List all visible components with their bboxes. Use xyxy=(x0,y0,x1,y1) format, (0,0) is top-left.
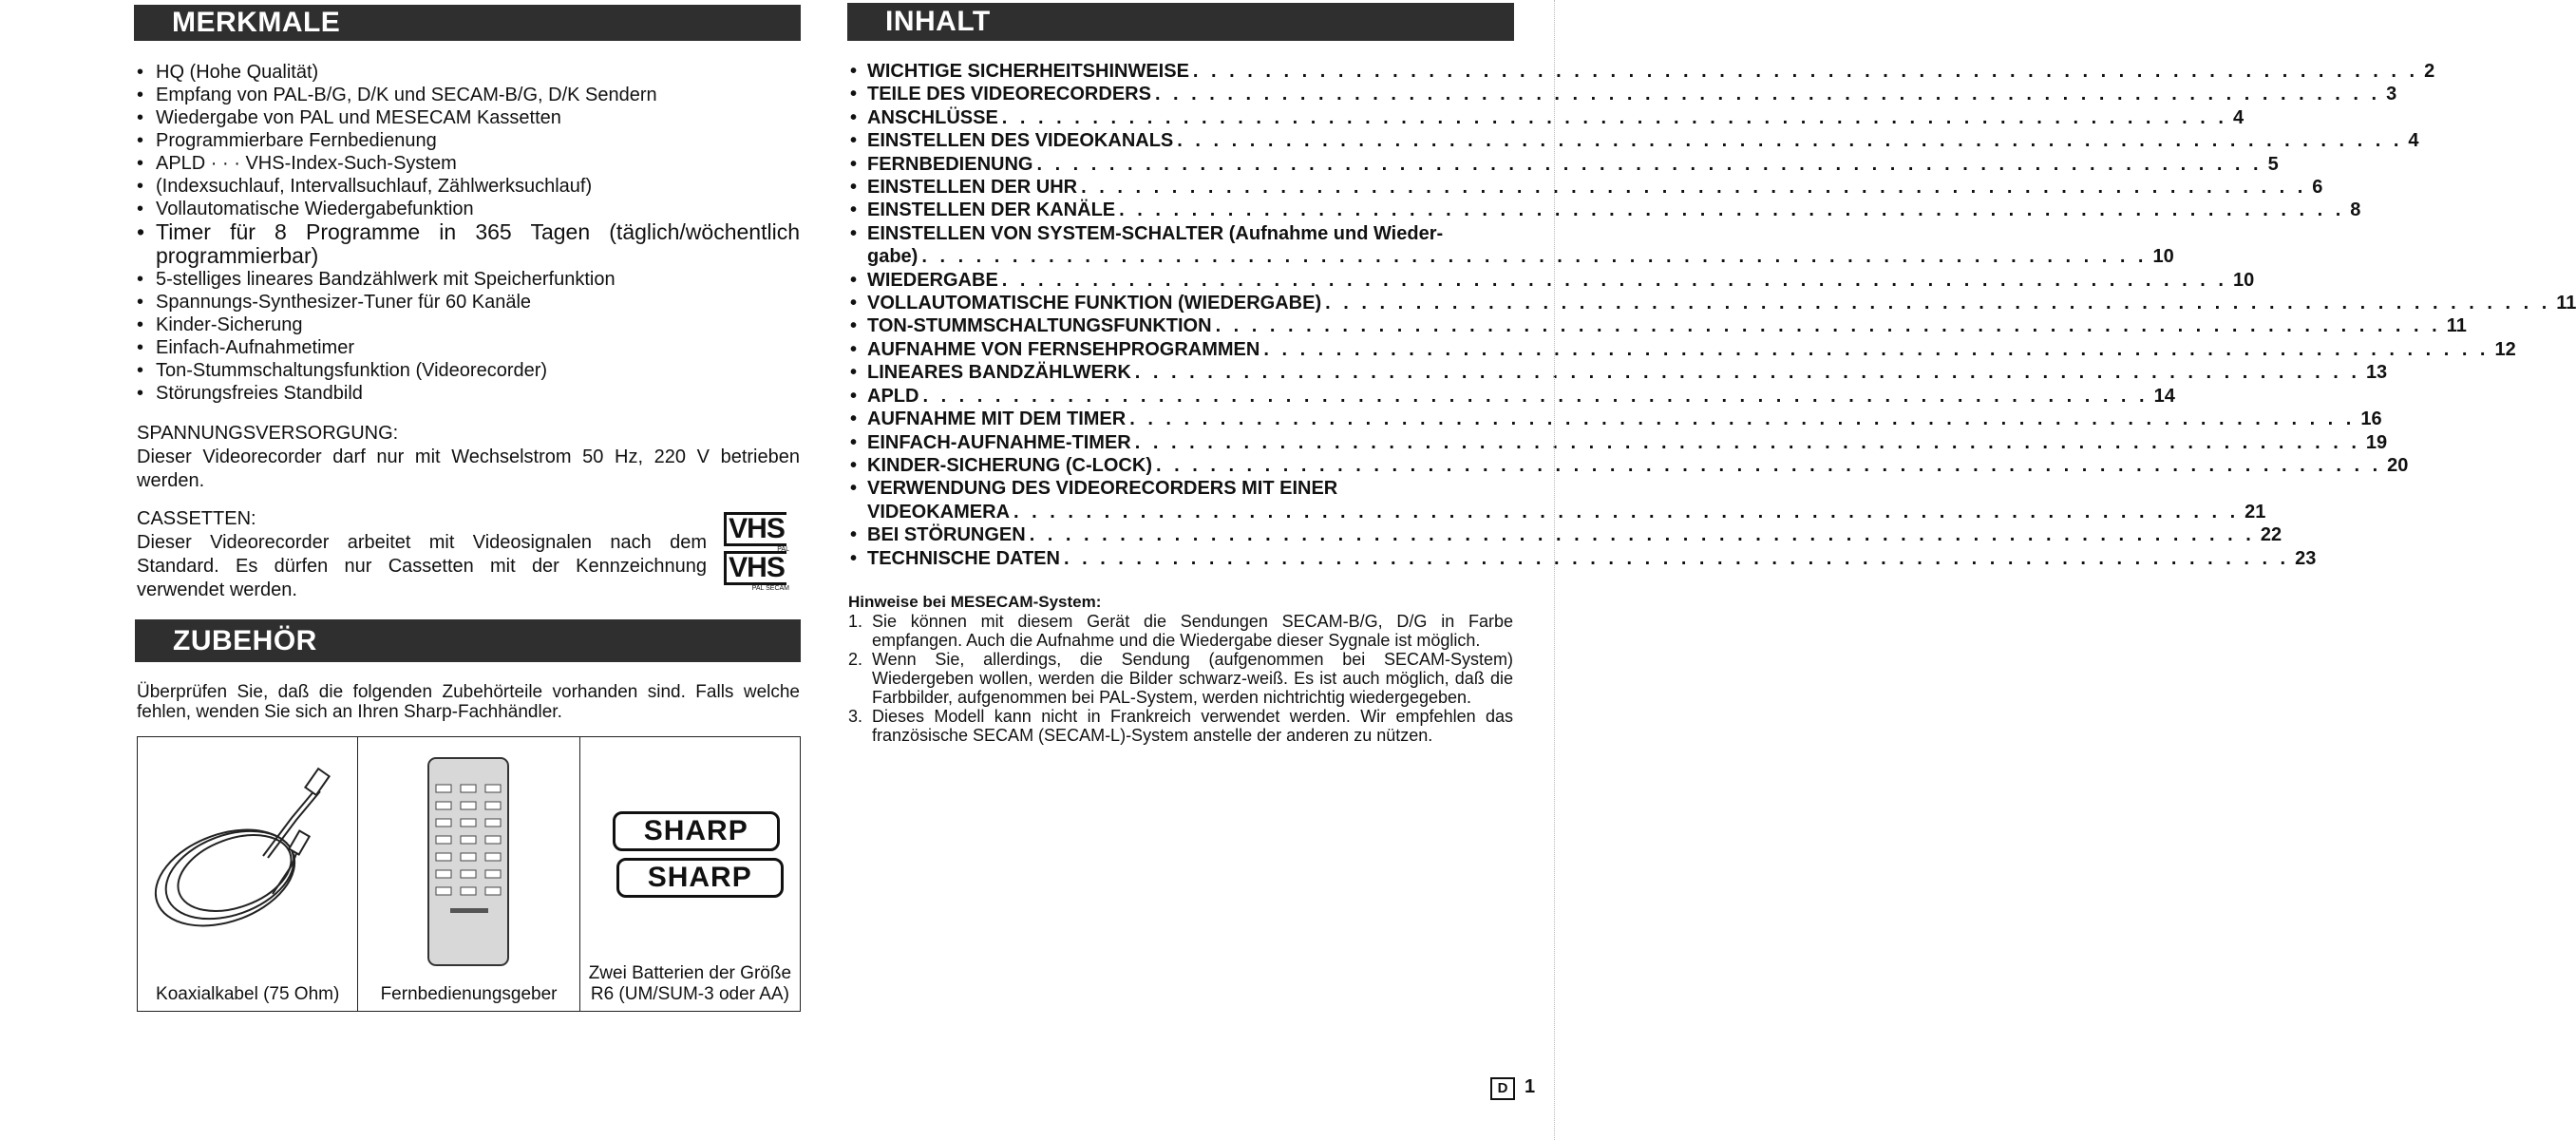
toc-leader: . . . . . . . . . . . . . . . . . . . . . . . . . . . . . . . . . . . . . . . . . . . . . . . . . . . . . . . . . . . . . . . . . . . . xyxy=(1155,454,2382,476)
toc-entry xyxy=(848,431,2388,454)
accessory-caption: Zwei Batterien der Größe R6 (UM/SUM-3 oder AA) xyxy=(588,963,792,1004)
accessory-caption: Fernbedienungsgeber xyxy=(380,984,558,1004)
toc-page: 6 xyxy=(2312,177,2323,199)
toc-entry xyxy=(848,454,2409,477)
cassettes-heading: CASSETTEN: xyxy=(137,508,256,529)
toc-title: • WICHTIGE SICHERHEITSHINWEISE xyxy=(867,61,1189,82)
toc-leader: . . . . . . . . . . . . . . . . . . . . . . . . . . . . . . . . . . . . . . . . . . . . . . . . . . . . . . . . . . . . . . . . . . . . xyxy=(1154,84,2381,105)
notes-list xyxy=(848,612,1513,745)
power-text: Dieser Videorecorder darf nur mit Wechselstrom 50 Hz, 220 V betrieben werden. xyxy=(137,446,800,491)
list-item: • 5-stelliges lineares Bandzählwerk mit Speicherfunktion xyxy=(137,268,800,291)
battery-brand: SHARP xyxy=(643,815,748,846)
toc-title: • TEILE DES VIDEORECORDERS xyxy=(867,84,1151,105)
vhs-logo-text: VHS xyxy=(724,512,786,546)
toc-page: 4 xyxy=(2232,106,2245,128)
toc-entry xyxy=(848,523,2282,546)
page-number-value: 1 xyxy=(1525,1076,1536,1097)
toc-entry xyxy=(848,385,2175,408)
features-list xyxy=(137,61,800,405)
coax-cable-icon xyxy=(149,751,349,941)
list-item: • APLD · · · VHS-Index-Such-System xyxy=(137,152,800,175)
toc-entry xyxy=(848,269,2255,292)
note-number: 1. xyxy=(848,612,863,631)
toc-page: 22 xyxy=(2260,524,2282,546)
toc-page: 10 xyxy=(2232,269,2255,291)
list-item: • Spannungs-Synthesizer-Tuner für 60 Kanäle xyxy=(137,291,800,314)
toc-leader: . . . . . . . . . . . . . . . . . . . . . . . . . . . . . . . . . . . . . . . . . . . . . . . . . . . . . . . . . . . . . . . . . . . . xyxy=(1081,177,2307,199)
merkmale-title: MERKMALE xyxy=(172,7,341,38)
toc-leader: . . . . . . . . . . . . . . . . . . . . . . . . . . . . . . . . . . . . . . . . . . . . . . . . . . . . . . . . . . . . . . . . . . . . xyxy=(1029,524,2255,546)
toc-title: • EINSTELLEN DER KANÄLE xyxy=(867,200,1116,221)
toc-title: • EINFACH-AUFNAHME-TIMER xyxy=(867,431,1131,453)
toc-page: 3 xyxy=(2386,84,2397,105)
toc-title: • WIEDERGABE xyxy=(867,269,998,291)
toc-page: 2 xyxy=(2424,61,2435,82)
toc-page: 10 xyxy=(2152,246,2174,268)
toc-entry xyxy=(848,314,2467,337)
toc-entry xyxy=(848,106,2245,129)
toc-title: • FERNBEDIENUNG xyxy=(867,153,1033,175)
toc-title: gabe) xyxy=(867,246,919,268)
toc-title: • LINEARES BANDZÄHLWERK xyxy=(867,362,1131,384)
toc-title: • EINSTELLEN DER UHR xyxy=(867,177,1078,199)
page-edge-divider xyxy=(1554,0,1555,1140)
toc-page: 11 xyxy=(2446,315,2467,337)
toc-page: 21 xyxy=(2245,501,2266,522)
toc-entry xyxy=(848,83,2397,105)
toc-page: 5 xyxy=(2267,153,2279,175)
toc-entry xyxy=(848,60,2435,83)
toc-leader: . . . . . . . . . . . . . . . . . . . . . . . . . . . . . . . . . . . . . . . . . . . . . . . . . . . . . . . . . . . . . . . . . . . . xyxy=(1215,315,2441,337)
toc-title: • VOLLAUTOMATISCHE FUNKTION (WIEDERGABE) xyxy=(867,293,1322,314)
mesecam-notes xyxy=(848,593,1513,745)
toc-title: • KINDER-SICHERUNG (C-LOCK) xyxy=(867,454,1152,476)
toc-page: 23 xyxy=(2295,547,2317,569)
battery-2 xyxy=(616,858,784,898)
toc-page: 8 xyxy=(2350,200,2361,221)
note-number: 2. xyxy=(848,650,863,669)
toc-title: • AUFNAHME VON FERNSEHPROGRAMMEN xyxy=(867,338,1260,360)
vhs-logo-sub: PAL xyxy=(777,546,789,553)
list-item: • Wiedergabe von PAL und MESECAM Kassetten xyxy=(137,106,800,129)
list-item: • Empfang von PAL-B/G, D/K und SECAM-B/G, D/K Sendern xyxy=(137,84,800,106)
list-item: • Störungsfreies Standbild xyxy=(137,382,800,405)
toc-leader: . . . . . . . . . . . . . . . . . . . . . . . . . . . . . . . . . . . . . . . . . . . . . . . . . . . . . . . . . . . . . . . . . . . . xyxy=(1134,362,2360,384)
toc-entry xyxy=(848,153,2279,176)
vhs-pal-logo xyxy=(721,512,789,553)
cassettes-section xyxy=(137,507,800,602)
list-item: • Ton-Stummschaltungsfunktion (Videorecorder) xyxy=(137,359,800,382)
toc-page: 14 xyxy=(2153,385,2175,407)
vhs-pal-secam-logo xyxy=(721,551,789,592)
toc-title-line1: • VERWENDUNG DES VIDEORECORDERS MIT EINER xyxy=(867,478,1338,500)
toc-title: • TECHNISCHE DATEN xyxy=(867,547,1060,569)
remote-control-icon xyxy=(426,756,512,970)
vhs-logo-sub: PAL SECAM xyxy=(751,585,789,592)
toc-entry xyxy=(848,338,2516,361)
toc-leader: . . . . . . . . . . . . . . . . . . . . . . . . . . . . . . . . . . . . . . . . . . . . . . . . . . . . . . . . . . . . . . . . . . . . xyxy=(1119,200,2345,221)
mesecam-title: Hinweise bei MESECAM-System: xyxy=(848,593,1102,611)
table-of-contents xyxy=(848,60,2576,570)
toc-entry xyxy=(848,547,2317,570)
language-badge: D xyxy=(1490,1077,1515,1100)
zubehoer-banner xyxy=(135,619,801,662)
toc-leader: . . . . . . . . . . . . . . . . . . . . . . . . . . . . . . . . . . . . . . . . . . . . . . . . . . . . . . . . . . . . . . . . . . . . xyxy=(922,385,2149,407)
list-item: • Vollautomatische Wiedergabefunktion xyxy=(137,198,800,220)
toc-entry xyxy=(848,222,2174,269)
toc-title-line1: • EINSTELLEN VON SYSTEM-SCHALTER (Aufnahme und Wieder- xyxy=(867,222,1444,244)
toc-leader: . . . . . . . . . . . . . . . . . . . . . . . . . . . . . . . . . . . . . . . . . . . . . . . . . . . . . . . . . . . . . . . . . . . . xyxy=(1013,501,2240,522)
toc-leader: . . . . . . . . . . . . . . . . . . . . . . . . . . . . . . . . . . . . . . . . . . . . . . . . . . . . . . . . . . . . . . . . . . . . xyxy=(1063,547,2290,569)
toc-entry xyxy=(848,361,2388,384)
note-number: 3. xyxy=(848,707,863,726)
toc-leader: . . . . . . . . . . . . . . . . . . . . . . . . . . . . . . . . . . . . . . . . . . . . . . . . . . . . . . . . . . . . . . . . . . . . xyxy=(1036,153,2263,175)
zubehoer-intro: Überprüfen Sie, daß die folgenden Zubehörteile vorhanden sind. Falls welche fehlen, wenden Sie sich an Ihren Sharp-Fachhändler. xyxy=(137,682,800,722)
toc-leader: . . . . . . . . . . . . . . . . . . . . . . . . . . . . . . . . . . . . . . . . . . . . . . . . . . . . . . . . . . . . . . . . . . . . xyxy=(1192,61,2419,82)
toc-page: 4 xyxy=(2408,130,2419,152)
toc-title: • AUFNAHME MIT DEM TIMER xyxy=(867,408,1127,430)
note-text: Wenn Sie, allerdings, die Sendung (aufgenommen bei SECAM-System) Wiedergeben wollen, werden die Bilder schwarz-weiß. Es ist auch möglich, daß die Farbbilder, aufgenommen bei PAL-System, werden nichtrichtig wiedergegeben. xyxy=(872,650,1513,707)
toc-title: • ANSCHLÜSSE xyxy=(867,106,998,128)
toc-leader: . . . . . . . . . . . . . . . . . . . . . . . . . . . . . . . . . . . . . . . . . . . . . . . . . . . . . . . . . . . . . . . . . . . . xyxy=(1001,106,2227,128)
list-item: • Einfach-Aufnahmetimer xyxy=(137,336,800,359)
vhs-logo-text: VHS xyxy=(724,551,786,585)
inhalt-banner xyxy=(847,3,1514,41)
toc-entry xyxy=(848,292,2576,314)
accessories-table xyxy=(137,736,801,1012)
toc-title: • EINSTELLEN DES VIDEOKANALS xyxy=(867,130,1174,152)
list-item: • Timer für 8 Programme in 365 Tagen (täglich/wöchentlich programmierbar) xyxy=(137,220,800,268)
note-text: Dieses Modell kann nicht in Frankreich verwendet werden. Wir empfehlen das französische SECAM (SECAM-L)-System anstelle der anderen zu nützen. xyxy=(872,707,1513,745)
list-item: • Programmierbare Fernbedienung xyxy=(137,129,800,152)
merkmale-banner xyxy=(134,5,801,41)
accessory-caption: Koaxialkabel (75 Ohm) xyxy=(156,984,340,1004)
toc-page: 20 xyxy=(2387,454,2409,476)
battery-1 xyxy=(613,811,780,851)
list-item: • Kinder-Sicherung xyxy=(137,314,800,336)
accessory-batteries xyxy=(579,737,800,1012)
list-item xyxy=(848,707,1513,745)
toc-page: 13 xyxy=(2365,362,2388,384)
toc-leader: . . . . . . . . . . . . . . . . . . . . . . . . . . . . . . . . . . . . . . . . . . . . . . . . . . . . . . . . . . . . . . . . . . . . xyxy=(1001,269,2227,291)
toc-leader: . . . . . . . . . . . . . . . . . . . . . . . . . . . . . . . . . . . . . . . . . . . . . . . . . . . . . . . . . . . . . . . . . . . . xyxy=(1263,338,2490,360)
toc-leader: . . . . . . . . . . . . . . . . . . . . . . . . . . . . . . . . . . . . . . . . . . . . . . . . . . . . . . . . . . . . . . . . . . . . xyxy=(1325,293,2551,314)
list-item: • HQ (Hohe Qualität) xyxy=(137,61,800,84)
toc-page: 12 xyxy=(2494,338,2516,360)
note-text: Sie können mit diesem Gerät die Sendungen SECAM-B/G, D/G in Farbe empfangen. Auch die Aufnahme und die Wiedergabe dieser Sygnale ist möglich. xyxy=(872,612,1513,650)
toc-leader: . . . . . . . . . . . . . . . . . . . . . . . . . . . . . . . . . . . . . . . . . . . . . . . . . . . . . . . . . . . . . . . . . . . . xyxy=(1134,431,2360,453)
toc-page: 19 xyxy=(2365,431,2388,453)
toc-page: 16 xyxy=(2360,408,2382,430)
toc-entry xyxy=(848,408,2382,430)
battery-brand: SHARP xyxy=(647,862,752,893)
toc-title: • TON-STUMMSCHALTUNGSFUNKTION xyxy=(867,315,1212,337)
toc-title: • APLD xyxy=(867,385,919,407)
toc-entry xyxy=(848,199,2361,221)
toc-page: 11 xyxy=(2556,293,2576,314)
toc-entry xyxy=(848,477,2266,523)
list-item xyxy=(848,612,1513,650)
toc-leader: . . . . . . . . . . . . . . . . . . . . . . . . . . . . . . . . . . . . . . . . . . . . . . . . . . . . . . . . . . . . . . . . . . . . xyxy=(921,246,2148,268)
toc-entry xyxy=(848,176,2323,199)
page-number xyxy=(1490,1076,1535,1100)
toc-leader: . . . . . . . . . . . . . . . . . . . . . . . . . . . . . . . . . . . . . . . . . . . . . . . . . . . . . . . . . . . . . . . . . . . . xyxy=(1129,408,2356,430)
zubehoer-title: ZUBEHÖR xyxy=(173,625,317,656)
list-item-continuation: • (Indexsuchlauf, Intervallsuchlauf, Zählwerksuchlauf) xyxy=(137,175,800,198)
inhalt-title: INHALT xyxy=(885,6,991,37)
toc-leader: . . . . . . . . . . . . . . . . . . . . . . . . . . . . . . . . . . . . . . . . . . . . . . . . . . . . . . . . . . . . . . . . . . . . xyxy=(1177,130,2403,152)
power-heading: SPANNUNGSVERSORGUNG: xyxy=(137,423,399,444)
accessory-cable xyxy=(138,737,358,1012)
accessory-remote xyxy=(358,737,579,1012)
cassettes-text: Dieser Videorecorder arbeitet mit Videosignalen nach dem Standard. Es dürfen nur Cassetten mit der Kennzeichnung verwendet werden. xyxy=(137,532,707,600)
power-section xyxy=(137,422,800,493)
toc-title: • BEI STÖRUNGEN xyxy=(867,524,1026,546)
list-item xyxy=(848,650,1513,707)
toc-entry xyxy=(848,129,2419,152)
toc-title: VIDEOKAMERA xyxy=(867,501,1011,522)
